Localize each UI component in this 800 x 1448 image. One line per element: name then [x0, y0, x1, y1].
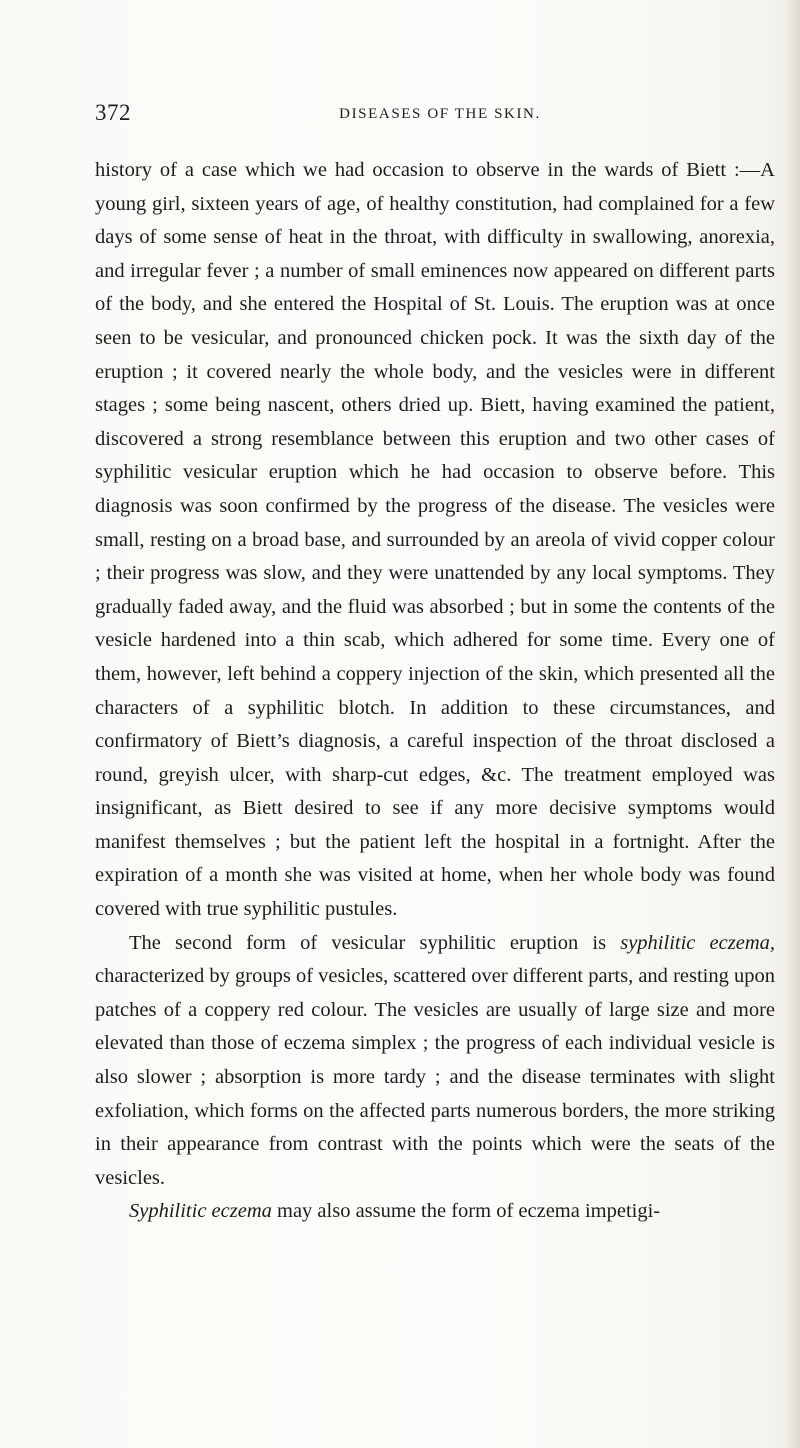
paragraph-syphilitic-eczema	[95, 927, 775, 1196]
paragraph-text-rest: characterized by groups of vesicles, scattered over different parts, and resting upon patches of a coppery red colour. The vesicles are usually of large size and more elevated than those of eczema simplex ; the progress of each individual vesicle is also slower ; absorption is more tardy ; and the disease terminates with slight exfoliation, which forms on the affected parts numerous borders, the more striking in their appearance from contrast with the points which were the seats of the vesicles.	[95, 965, 775, 1189]
paragraph-text-rest: may also assume the form of eczema impetigi-	[271, 1200, 661, 1223]
running-title: DISEASES OF THE SKIN.	[339, 106, 541, 122]
emphasis-term: Syphilitic eczema	[129, 1200, 272, 1223]
page-edge-shadow	[786, 0, 800, 1448]
paragraph-eczema-impetiginodes	[95, 1195, 775, 1229]
page-number: 372	[95, 100, 131, 125]
paragraph-text: history of a case which we had occasion to observe in the wards of Biett :—A young girl, sixteen years of age, of healthy constitution, had complained for a few days of some sense of heat in the throat, with difficulty in swallowing, anorexia, and irregular fever ; a number of small eminences now appeared on different parts of the body, and she entered the Hospital of St. Louis. The eruption was at once seen to be vesicular, and pronounced chicken pock. It was the sixth day of the eruption ; it covered nearly the whole body, and the vesicles were in different stages ; some being nascent, others dried up. Biett, having examined the patient, discovered a strong resemblance between this eruption and two other cases of syphilitic vesicular eruption which he had occasion to observe before. This diagnosis was soon confirmed by the progress of the disease. The vesicles were small, resting on a broad base, and surrounded by an areola of vivid copper colour ; their progress was slow, and they were unattended by any local symptoms. They gradually faded away, and the fluid was absorbed ; but in some the contents of the vesicle hardened into a thin scab, which adhered for some time. Every one of them, however, left behind a coppery injection of the skin, which presented all the characters of a syphilitic blotch. In addition to these circumstances, and confirmatory of Biett’s diagnosis, a careful inspection of the throat disclosed a round, greyish ulcer, with sharp-cut edges, &c. The treatment employed was insignificant, as Biett desired to see if any more decisive symptoms would manifest themselves ; but the patient left the hospital in a fortnight. After the expiration of a month she was visited at home, when her whole body was found covered with true syphilitic pustules.	[95, 159, 775, 921]
emphasis-term: syphilitic eczema,	[620, 931, 775, 954]
body-text	[95, 154, 775, 1229]
paragraph-case-history	[95, 154, 775, 927]
page-header	[95, 100, 785, 132]
paragraph-text-start: The second form of vesicular syphilitic eruption is	[129, 931, 621, 954]
